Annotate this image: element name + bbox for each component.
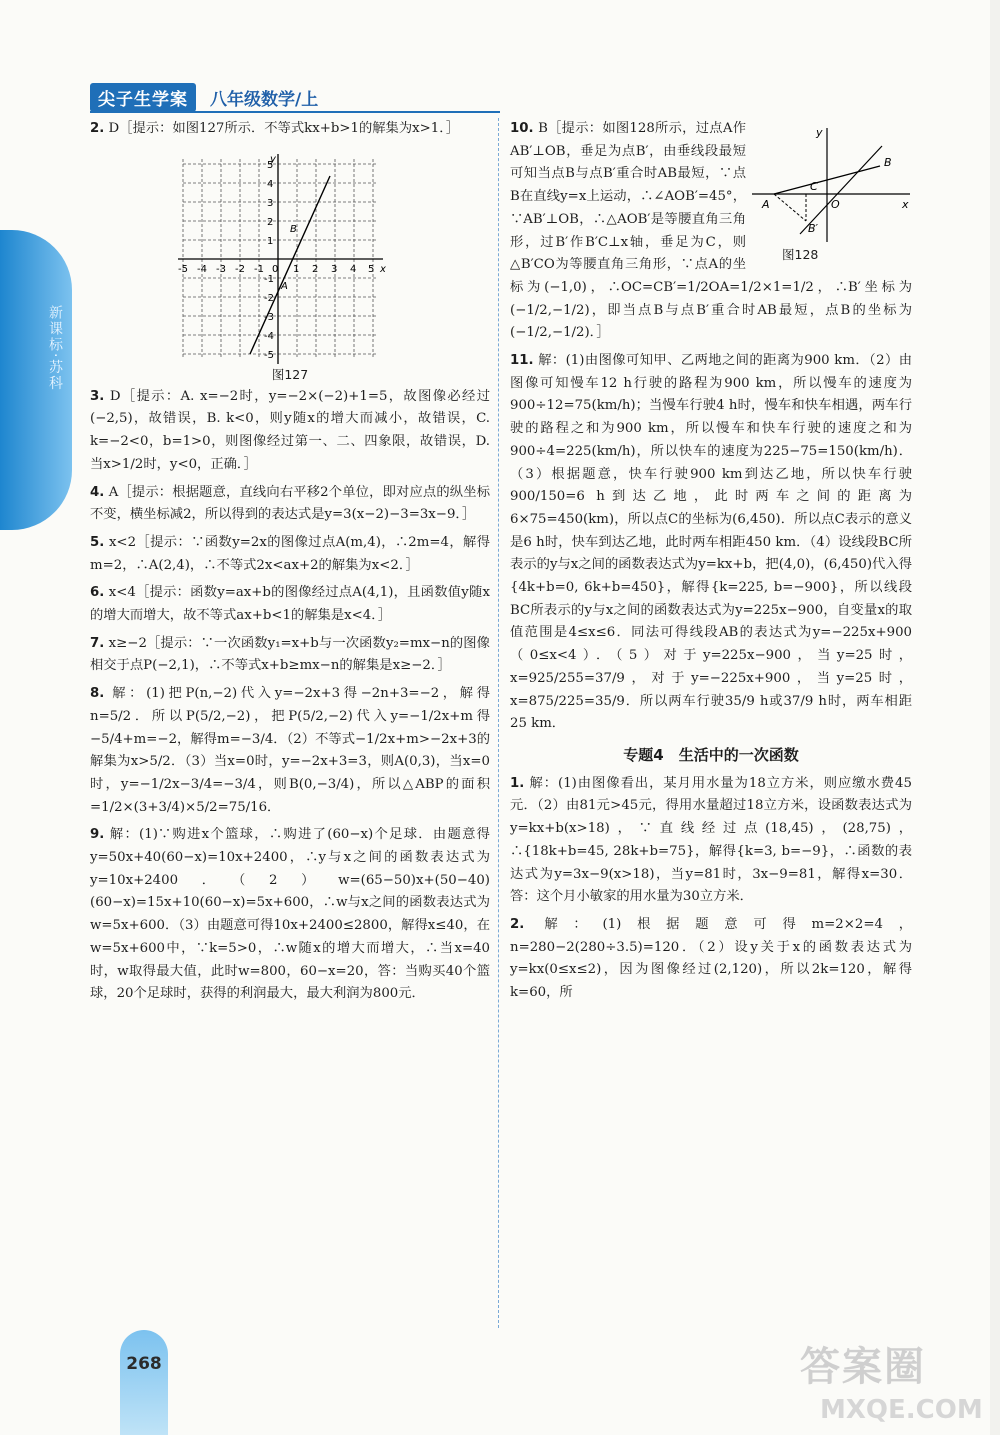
y-tick: 4 bbox=[267, 178, 274, 190]
answer-item: 3. D［提示：A. x=−2时，y=−2×(−2)+1=5，故图像必经过(−2,5)，故错误，B. k<0，则y随x的增大而减小，故错误，C. k=−2<0，b=1>0，则图像经过第一、二、四象限，故错误，D. 当x>1/2时，y<0，正确．］ bbox=[90, 388, 490, 472]
answer-item: 11. 解：(1)由图像可知甲、乙两地之间的距离为900 km．（2）由图像可知慢车12 h行驶的路程为900 km，所以慢车的速度为900÷12=75(km/h)；当慢车行驶4 h时，慢车和快车相遇，两车行驶的路程之和为900 km，所以慢车和快车行驶的速度之和为900÷4=225(km/h)，所以快车的速度为225−75=150(km/h)．（3）根据题意，快车行驶900 km到达乙地，所以快车行驶900/150=6 h到达乙地，此时两车之间的距离为6×75=450(km)，所以点C的坐标为(6,450)．所以点C表示的意义是6 h时，快车到达乙地，此时两车相距450 km．（4）设线段BC所表示的y与x之间的函数表达式为y=kx+b，把(4,0)，(6,450)代入得{4k+b=0, 6k+b=450}，解得{k=225, b=−900}，所以线段BC所表示的y与x之间的函数表达式为y=225x−900，自变量x的取值范围是4≤x≤6．同法可得线段AB的表达式为y=−225x+900（0≤x<4）．（5）对于y=225x−900，当y=25时，x=925/255=37/9，对于y=−225x+900，当y=25时，x=875/225=35/9．所以两车行驶35/9 h或37/9 h时，两车相距25 km． bbox=[510, 353, 912, 732]
page-binding-edge bbox=[990, 0, 1000, 1435]
x-axis-label: x bbox=[902, 198, 909, 211]
answer-item: 8. 解：(1)把P(n,−2)代入y=−2x+3得−2n+3=−2，解得n=5/2．所以P(5/2,−2)，把P(5/2,−2)代入y=−1/2x+m得−5/4+m=−2，解得m=−3/4．（2）不等式−1/2x+m>−2x+3的解集为x>5/2．（3）当x=0时，y=−2x+3=3，则A(0,3)，当x=0时，y=−1/2x−3/4=−3/4，则B(0,−3/4)，所以△ABP的面积=1/2×(3+3/4)×5/2=75/16． bbox=[90, 686, 490, 815]
answer-item: 7. x≥−2［提示：∵一次函数y₁=x+b与一次函数y₂=mx−n的图像相交于点P(−2,1)，∴不等式x+b≥mx−n的解集是x≥−2．］ bbox=[90, 635, 490, 674]
page-header bbox=[90, 84, 318, 110]
point-label-a: A bbox=[281, 280, 288, 292]
point-label-a: A bbox=[762, 198, 770, 211]
point-label-b-prime: B′ bbox=[808, 222, 819, 235]
answer-item: 5. x<2［提示：∵函数y=2x的图像过点A(m,4)，∴2m=4，解得m=2，∴A(2,4)，∴不等式2x<ax+2的解集为x<2．］ bbox=[90, 534, 491, 573]
figure-127-caption: 图127 bbox=[271, 366, 309, 382]
answer-item: 4. A［提示：根据题意，直线向右平移2个单位，即对应点的纵坐标不变，横坐标减2，所以得到的表达式是y=3(x−2)−3=3x−9．］ bbox=[90, 484, 491, 523]
y-axis-label: y bbox=[270, 153, 276, 165]
x-tick: -5 bbox=[178, 263, 188, 275]
answer-item: 9. 解：(1)∵购进x个篮球，∴购进了(60−x)个足球．由题意得y=50x+40(60−x)=10x+2400，∴y与x之间的函数表达式为y=10x+2400．（2）w=(65−50)x+(50−40)(60−x)=15x+10(60−x)=5x+600，∴w与x之间的函数表达式为w=5x+600．（3）由题意可得10x+2400≤2800，解得x≤40，在w=5x+600中，∵k=5>0，∴w随x的增大而增大，∴当x=40时，w取得最大值，此时w=800，60−x=20，答：当购买40个篮球，20个足球时，获得的利润最大，最大利润为800元． bbox=[90, 827, 490, 1002]
x-tick: 5 bbox=[368, 263, 375, 275]
side-label: 新课标·苏科 bbox=[47, 305, 63, 392]
answer-item: 2. 解：(1)根据题意可得m=2×2=4，n=280−2(280÷3.5)=120．（2）设y关于x的函数表达式为y=kx(0≤x≤2)，因为图像经过(2,120)，所以2k=120，解得k=60，所 bbox=[510, 916, 913, 1001]
x-tick: -1 bbox=[254, 263, 264, 275]
answer-item: 1. 解：(1)由图像看出，某月用水量为18立方米，则应缴水费45元．（2）由81元>45元，得用水量超过18立方米，设函数表达式为y=kx+b(x>18)，∵直线经过点(18,45)，(28,75)，∴{18k+b=45, 28k+b=75}，解得{k=3, b=−9}，∴函数的表达式为y=3x−9(x>18)，当y=81时，3x−9=81，解得x=30．答：这个月小敏家的用水量为30立方米． bbox=[510, 775, 912, 905]
x-tick: 1 bbox=[293, 263, 300, 275]
y-tick: -5 bbox=[264, 349, 274, 361]
point-label-o: O bbox=[831, 198, 840, 211]
point-label-b: B bbox=[290, 223, 297, 235]
x-tick: -3 bbox=[216, 263, 226, 275]
y-tick: -3 bbox=[264, 311, 274, 323]
figure-128 bbox=[752, 126, 912, 266]
header-rule bbox=[90, 111, 500, 113]
x-tick: -2 bbox=[235, 263, 245, 275]
answer-item: 6. x<4［提示：函数y=ax+b的图像经过点A(4,1)，且函数值y随x的增大而增大，故不等式ax+b<1的解集是x<4．］ bbox=[90, 585, 490, 624]
column-divider bbox=[498, 118, 499, 1328]
x-axis-label: x bbox=[380, 263, 386, 275]
x-tick: 4 bbox=[350, 263, 357, 275]
graph-128 bbox=[752, 126, 912, 244]
y-tick: -1 bbox=[264, 273, 274, 285]
x-tick: -4 bbox=[197, 263, 207, 275]
y-tick: 3 bbox=[267, 197, 274, 209]
left-column bbox=[90, 118, 490, 1011]
y-tick: -2 bbox=[264, 292, 274, 304]
right-column bbox=[510, 118, 912, 1010]
y-tick: 2 bbox=[267, 216, 274, 228]
section-title: 专题4 生活中的一次函数 bbox=[623, 745, 799, 764]
y-axis-label: y bbox=[816, 126, 823, 139]
page-number: 268 bbox=[126, 1354, 162, 1374]
x-tick: 2 bbox=[312, 263, 319, 275]
figure-127 bbox=[90, 146, 490, 386]
graph-127 bbox=[178, 154, 388, 364]
point-label-b: B bbox=[884, 156, 892, 169]
answer-item: 2. D［提示：如图127所示．不等式kx+b>1的解集为x>1．］ bbox=[90, 121, 460, 136]
x-tick: 0 bbox=[272, 263, 279, 275]
watermark-logo: 答案圈 bbox=[800, 1344, 926, 1390]
watermark-url: MXQE.COM bbox=[820, 1395, 983, 1425]
y-tick: 5 bbox=[267, 159, 274, 171]
y-tick: 1 bbox=[267, 235, 274, 247]
x-tick: 3 bbox=[331, 263, 338, 275]
grade-title: 八年级数学/上 bbox=[210, 89, 319, 110]
page-number-tab bbox=[120, 1330, 168, 1435]
y-tick: -4 bbox=[264, 330, 274, 342]
brand-logo: 尖子生学案 bbox=[90, 83, 196, 112]
figure-128-caption: 图128 bbox=[782, 247, 819, 262]
answer-item: A C O B B′ x y 图128 10. B［提示：如图128所示，过点A作AB′⊥OB，垂足为点B′，由垂线段最短可知当点B与点B′重合时AB最短，∵点B在直线y=x上运动，∴∠AOB′=45°，∵AB′⊥OB，∴△AOB′是等腰直角三角形，过B′作B′C⊥x轴，垂足为C，则△B′CO为等腰直角三角形，∵点A的坐标为(−1,0)，∴OC=CB′=1/2OA=1/2×1=1/2，∴B′坐标为(−1/2,−1/2)，即当点B与点B′重合时AB最短，点B的坐标为(−1/2,−1/2)．］ bbox=[510, 121, 912, 341]
point-label-c: C bbox=[810, 180, 818, 193]
